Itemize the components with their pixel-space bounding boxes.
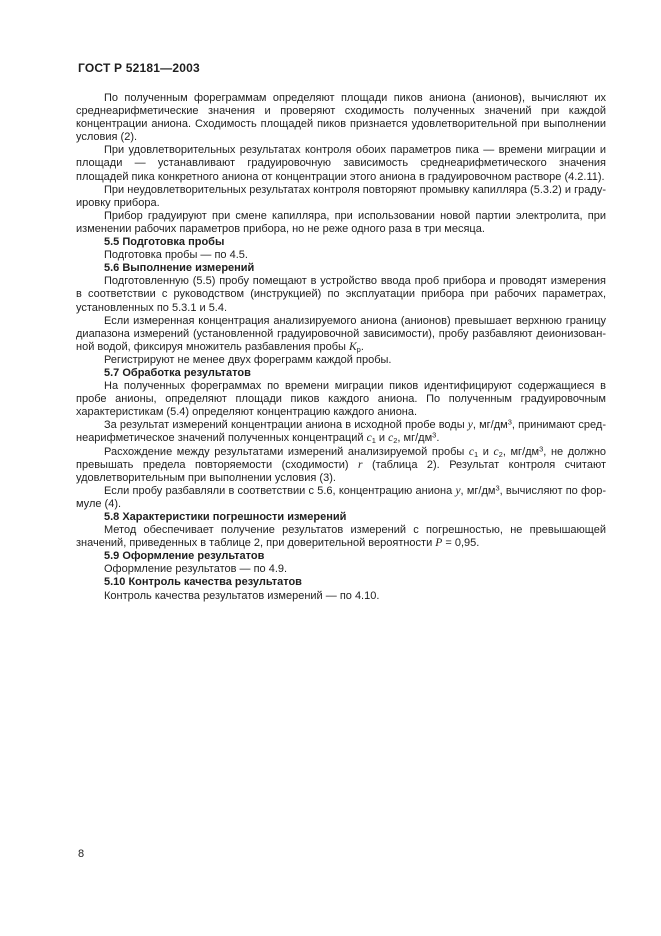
paragraph xyxy=(76,485,606,511)
paragraph xyxy=(76,275,606,314)
text-segment: , мг/дм xyxy=(502,445,540,458)
paragraph xyxy=(76,446,606,485)
text-segment: K xyxy=(348,340,357,353)
paragraph xyxy=(76,419,606,445)
text-segment: Подготовленную (5.5) пробу помещают в устройство ввода проб прибора и проводят измерения в соответствии с руководством (инструкцией) по эксплуатации прибора при рабочих параметрах, установленных по 5.3.1 и 5.4. xyxy=(76,275,606,314)
section-heading xyxy=(76,511,606,524)
text-segment: . xyxy=(436,432,440,445)
text-segment: р xyxy=(356,344,361,354)
text-segment: На полученных фореграммах по времени миграции пиков идентифицируют содержащиеся в пробе анионы, определяют площади пиков каждого аниона. По полученным градуировочным характеристикам (5.4) определяют концентрацию каждого аниона. xyxy=(76,380,606,419)
text-segment: , не должно превышать предела повторяемости (сходимости) xyxy=(76,445,607,471)
section-heading xyxy=(76,550,606,563)
section-heading xyxy=(76,576,606,589)
text-segment: , мг/дм xyxy=(460,484,496,497)
section-heading xyxy=(76,262,606,275)
text-segment: 5.9 Оформление результатов xyxy=(104,550,265,563)
document-header: ГОСТ Р 52181—2003 xyxy=(78,61,200,75)
section-heading xyxy=(76,236,606,249)
paragraph xyxy=(76,210,606,236)
paragraph xyxy=(76,249,606,262)
text-segment: , мг/дм xyxy=(397,432,433,445)
text-segment: 3 xyxy=(539,444,544,454)
text-segment: 2 xyxy=(393,436,398,446)
text-segment: y xyxy=(467,419,473,432)
text-segment: Если измеренная концентрация анализируемого аниона (анионов) превышает верхнюю границу диапазона измерений (установленной градуировочной зависимости), пробу разбавляют деионизованной водой, фиксируя множитель разбавления пробы xyxy=(76,314,606,353)
paragraph xyxy=(76,144,606,183)
text-segment: , мг/дм xyxy=(472,419,508,432)
text-segment: 5.6 Выполнение измерений xyxy=(104,262,255,275)
text-segment: = 0,95. xyxy=(442,537,480,550)
text-segment: Прибор градуируют при смене капилляра, при использовании новой партии электролита, при изменении рабочих параметров прибора, но не реже одного раза в три месяца. xyxy=(76,209,606,235)
page-number: 8 xyxy=(78,848,85,860)
text-segment: За результат измерений концентрации аниона в исходной пробе воды xyxy=(104,419,468,432)
text-segment: 5.5 Подготовка пробы xyxy=(104,236,225,249)
text-segment: , принимают среднеарифметическое значений полученных концентраций xyxy=(76,419,606,445)
paragraph xyxy=(76,380,606,419)
text-segment: c xyxy=(493,445,499,458)
text-segment: Регистрируют не менее двух фореграмм каждой пробы. xyxy=(104,353,392,366)
text-segment: Расхождение между результатами измерений анализируемой пробы xyxy=(104,445,469,458)
text-segment: Если пробу разбавляли в соответствии с 5.6, концентрацию аниона xyxy=(104,484,456,497)
text-segment: 5.7 Обработка результатов xyxy=(104,366,251,379)
text-segment: 5.10 Контроль качества результатов xyxy=(104,576,302,589)
paragraph xyxy=(76,92,606,144)
text-segment: При неудовлетворительных результатах контроля повторяют промывку капилляра (5.3.2) и градуировку прибора. xyxy=(76,183,606,209)
text-segment: Контроль качества результатов измерений — по 4.10. xyxy=(104,589,380,602)
text-segment: . xyxy=(360,340,364,353)
text-segment: и xyxy=(478,445,494,458)
text-segment: 3 xyxy=(495,483,500,493)
text-segment: 3 xyxy=(432,430,437,440)
text-segment: r xyxy=(358,458,363,471)
paragraph xyxy=(76,563,606,576)
text-segment: c xyxy=(366,432,372,445)
text-segment: Оформление результатов — по 4.9. xyxy=(104,563,288,576)
paragraph xyxy=(76,184,606,210)
text-segment: 1 xyxy=(371,436,376,446)
text-segment: P xyxy=(435,537,443,550)
text-segment: c xyxy=(468,445,475,458)
text-segment: При удовлетворительных результатах контроля обоих параметров пика — времени миграции и площади — устанавливают градуировочную зависимость среднеарифметического значения площадей пика конкретного аниона от концентрации этого аниона в градуировочном растворе (4.2.11). xyxy=(76,144,606,183)
text-segment: c xyxy=(388,432,394,445)
text-segment: 2 xyxy=(498,449,503,459)
section-heading xyxy=(76,367,606,380)
text-segment: 1 xyxy=(474,449,479,459)
text-segment: y xyxy=(455,484,461,497)
text-segment: По полученным фореграммам определяют площади пиков аниона (анионов), вычисляют их среднеарифметические значения и проверяют сходимость полученных значений при каждой концентрации аниона. Сходимость площадей пиков признается удовлетворительной при выполнении условия (2). xyxy=(76,92,606,144)
text-segment: 3 xyxy=(507,417,512,427)
text-segment: 5.8 Характеристики погрешности измерений xyxy=(104,511,347,523)
text-segment: (таблица 2). Результат контроля считают удовлетворительным при выполнении условия (3). xyxy=(76,458,606,484)
text-segment: Подготовка пробы — по 4.5. xyxy=(104,249,248,262)
document-body xyxy=(76,92,606,603)
paragraph xyxy=(76,590,606,603)
text-segment: Метод обеспечивает получение результатов измерений с погрешностью, не превышающей значений, приведенных в таблице 2, при доверительной вероятности xyxy=(76,524,606,550)
paragraph xyxy=(76,524,606,550)
text-segment: и xyxy=(375,432,389,445)
text-segment: , вычисляют по формуле (4). xyxy=(76,484,606,510)
paragraph xyxy=(76,354,606,367)
paragraph xyxy=(76,315,606,354)
